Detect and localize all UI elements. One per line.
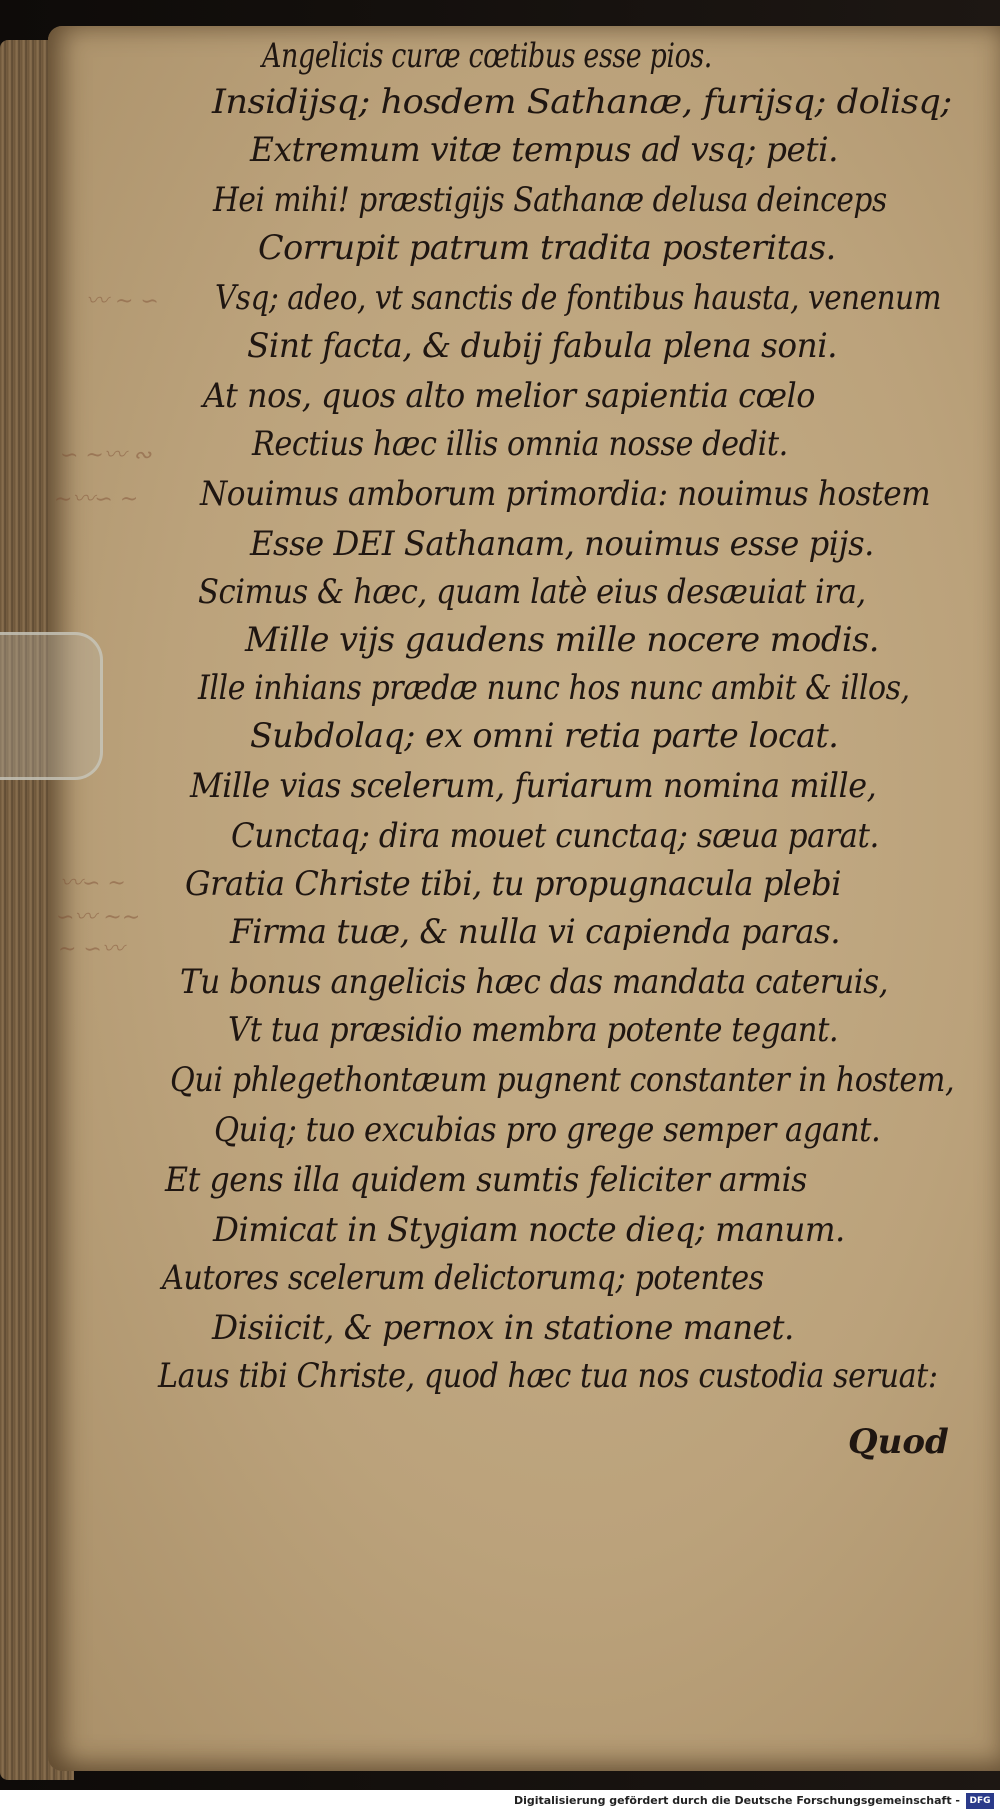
poem-line: Quiq; tuo excubias pro grege semper agant. bbox=[214, 1110, 881, 1150]
poem-line: Scimus & hæc, quam latè eius desæuiat ira, bbox=[198, 572, 866, 612]
funding-credit: Digitalisierung gefördert durch die Deutsche Forschungsgemeinschaft - bbox=[513, 1794, 960, 1807]
poem-line: Gratia Christe tibi, tu propugnacula plebi bbox=[185, 864, 842, 904]
poem-line: Esse DEI Sathanam, nouimus esse pijs. bbox=[250, 524, 874, 564]
poem-line: Nouimus amborum primordia: nouimus hostem bbox=[200, 474, 931, 514]
poem-line: Corrupit patrum tradita posteritas. bbox=[258, 228, 836, 268]
handwritten-marginalia: 〰∽ ~ bbox=[60, 871, 126, 896]
poem-line: Sint facta, & dubij fabula plena soni. bbox=[247, 326, 838, 366]
poem-line: Extremum vitæ tempus ad vsq; peti. bbox=[250, 130, 839, 170]
poem-line: Mille vias scelerum, furiarum nomina mille, bbox=[190, 766, 877, 806]
poem-line: Et gens illa quidem sumtis feliciter armis bbox=[165, 1160, 807, 1200]
poem-line: Dimicat in Stygiam nocte dieq; manum. bbox=[213, 1210, 845, 1250]
handwritten-marginalia: 〰 ~ ∽ bbox=[86, 289, 159, 314]
poem-line: Vsq; adeo, vt sanctis de fontibus hausta, venenum bbox=[215, 278, 942, 318]
poem-line: Vt tua præsidio membra potente tegant. bbox=[228, 1010, 839, 1050]
handwritten-marginalia: ~ ∽〰 bbox=[58, 937, 124, 962]
handwritten-marginalia: ∽ ~〰 ∾ bbox=[60, 443, 152, 468]
dfg-logo: DFG bbox=[966, 1793, 994, 1809]
poem-line: Ille inhians prædæ nunc hos nunc ambit & illos, bbox=[198, 668, 910, 708]
poem-line: Mille vijs gaudens mille nocere modis. bbox=[245, 620, 879, 660]
poem-line: Qui phlegethontæum pugnent constanter in hostem, bbox=[170, 1060, 955, 1100]
poem-line: Tu bonus angelicis hæc das mandata cateruis, bbox=[180, 962, 889, 1002]
poem-line: At nos, quos alto melior sapientia cœlo bbox=[203, 376, 816, 416]
poem-line: Firma tuæ, & nulla vi capienda paras. bbox=[230, 912, 841, 952]
digitization-footer bbox=[0, 1790, 1000, 1813]
poem-line: Hei mihi! præstigijs Sathanæ delusa deinceps bbox=[213, 180, 887, 220]
poem-line: Laus tibi Christe, quod hæc tua nos custodia seruat: bbox=[158, 1356, 938, 1396]
handwritten-marginalia: ∽〰 ~∼ bbox=[56, 905, 141, 930]
poem-line: Insidijsq; hosdem Sathanæ, furijsq; dolisq; bbox=[212, 82, 952, 122]
poem-line: Rectius hæc illis omnia nosse dedit. bbox=[252, 424, 788, 464]
handwritten-marginalia: ∼〰∽ ~ bbox=[54, 487, 139, 512]
poem-line: Disiicit, & pernox in statione manet. bbox=[212, 1308, 794, 1348]
poem-line: Subdolaq; ex omni retia parte locat. bbox=[250, 716, 839, 756]
poem-line: Autores scelerum delictorumq; potentes bbox=[162, 1258, 764, 1298]
poem-line: Angelicis curæ cœtibus esse pios. bbox=[262, 36, 712, 76]
poem-line: Cunctaq; dira mouet cunctaq; sæua parat. bbox=[231, 816, 879, 856]
catchword: Quod bbox=[848, 1422, 949, 1462]
